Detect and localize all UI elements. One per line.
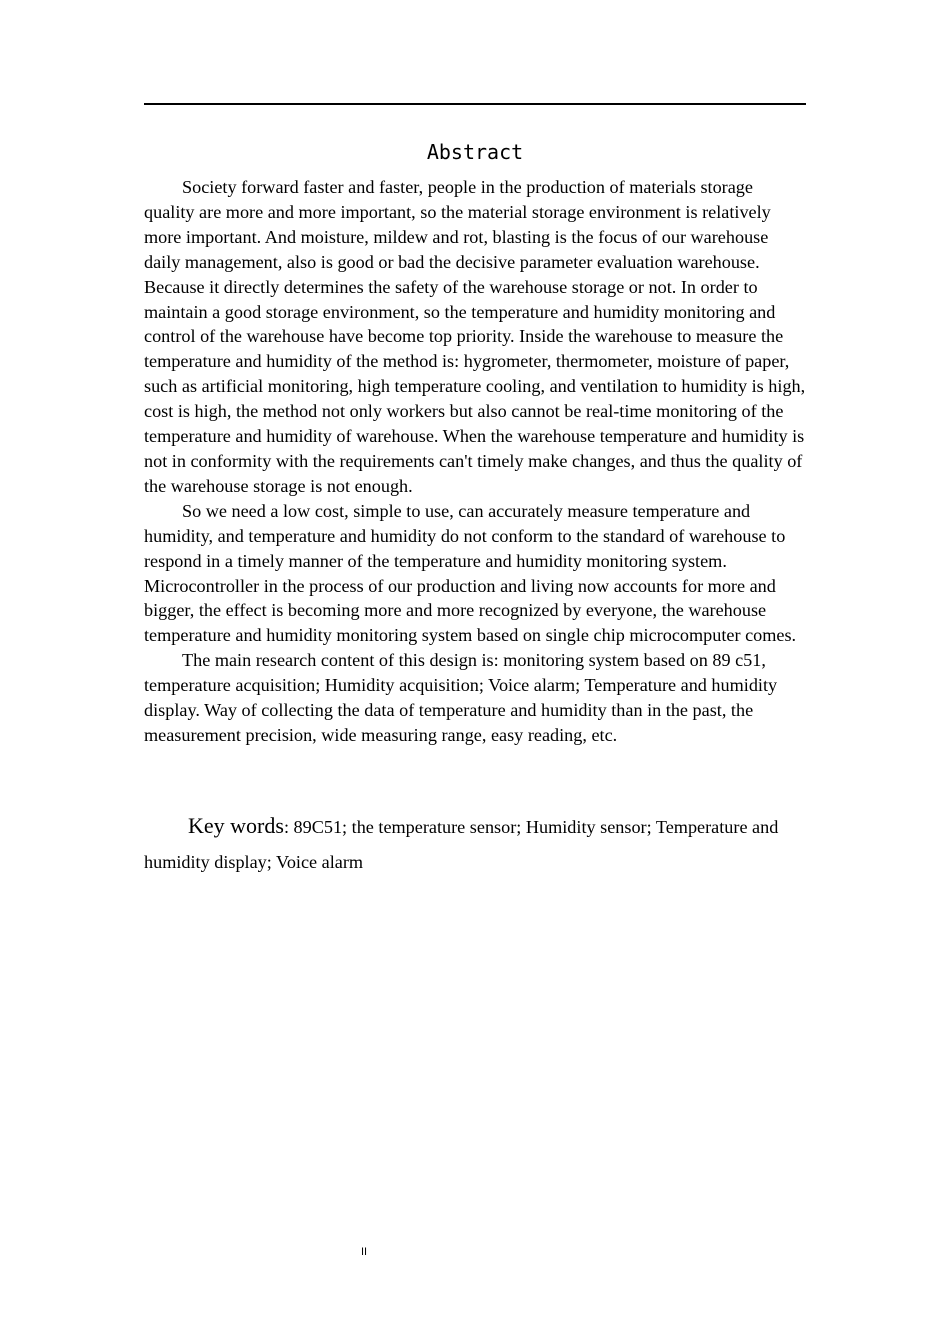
page-number: II <box>360 1246 368 1258</box>
keywords-text: : 89C51; the temperature sensor; Humidity sensor; Temperature and humidity display; Voice alarm <box>144 817 779 872</box>
abstract-paragraph-1: Society forward faster and faster, people in the production of materials storage quality are more and more important, so the material storage environment is relatively more important. And moisture, mildew and rot, blasting is the focus of our warehouse daily management, also is good or bad the decisive parameter evaluation warehouse. Because it directly determines the safety of the warehouse storage or not. In order to maintain a good storage environment, so the temperature and humidity monitoring and control of the warehouse have become top priority. Inside the warehouse to measure the temperature and humidity of the method is: hygrometer, thermometer, moisture of paper, such as artificial monitoring, high temperature cooling, and ventilation to humidity is high, cost is high, the method not only workers but also cannot be real-time monitoring of the temperature and humidity of warehouse. When the warehouse temperature and humidity is not in conformity with the requirements can't timely make changes, and thus the quality of the warehouse storage is not enough. <box>144 177 806 496</box>
header-rule <box>144 103 806 105</box>
abstract-paragraph-3: The main research content of this design is: monitoring system based on 89 c51, temperature acquisition; Humidity acquisition; Voice alarm; Temperature and humidity display. Way of collecting the data of temperature and humidity than in the past, the measurement precision, wide measuring range, easy reading, etc. <box>144 650 778 745</box>
keywords-line <box>144 808 810 880</box>
keywords-label: Key words <box>188 813 284 838</box>
abstract-title: Abstract <box>426 140 524 164</box>
abstract-body <box>144 175 808 748</box>
abstract-paragraph-2: So we need a low cost, simple to use, can accurately measure temperature and humidity, and temperature and humidity do not conform to the standard of warehouse to respond in a timely manner of the temperature and humidity monitoring system. Microcontroller in the process of our production and living now accounts for more and bigger, the effect is becoming more and more recognized by everyone, the warehouse temperature and humidity monitoring system based on single chip microcomputer comes. <box>144 500 797 646</box>
